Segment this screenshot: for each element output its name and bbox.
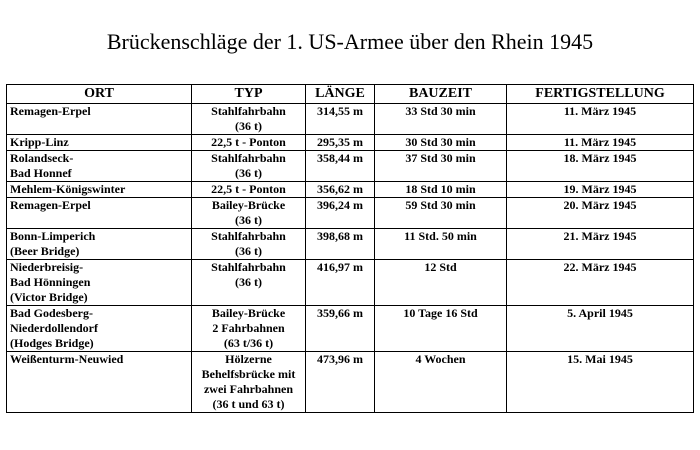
cell-ort xyxy=(7,306,192,352)
cell-typ-line: Stahlfahrbahn xyxy=(211,104,286,118)
cell-typ-line: (36 t und 63 t) xyxy=(212,397,285,411)
cell-ort xyxy=(7,229,192,260)
cell-typ-line: 22,5 t - Ponton xyxy=(211,135,286,149)
cell-laenge: 358,44 m xyxy=(306,151,375,182)
cell-ort xyxy=(7,352,192,413)
cell-fertigstellung: 21. März 1945 xyxy=(507,229,694,260)
cell-ort-line: Bad Hönningen xyxy=(10,275,91,289)
cell-fertigstellung: 22. März 1945 xyxy=(507,260,694,306)
bridges-table xyxy=(6,84,694,413)
page-title: Brückenschläge der 1. US-Armee über den Rhein 1945 xyxy=(106,29,594,54)
cell-bauzeit: 33 Std 30 min xyxy=(375,104,507,135)
table-row xyxy=(7,260,694,306)
table-row xyxy=(7,182,694,198)
cell-typ xyxy=(192,352,306,413)
cell-typ-line: (36 t) xyxy=(235,275,262,289)
cell-typ-line: (36 t) xyxy=(235,213,262,227)
cell-fertigstellung: 11. März 1945 xyxy=(507,104,694,135)
cell-bauzeit: 11 Std. 50 min xyxy=(375,229,507,260)
cell-laenge: 398,68 m xyxy=(306,229,375,260)
cell-typ xyxy=(192,104,306,135)
table-row xyxy=(7,151,694,182)
cell-fertigstellung: 18. März 1945 xyxy=(507,151,694,182)
cell-ort-line: Niederbreisig- xyxy=(10,260,84,274)
cell-typ-line: Behelfsbrücke mit xyxy=(201,367,296,381)
cell-typ xyxy=(192,198,306,229)
cell-typ-line: Bailey-Brücke xyxy=(211,198,286,212)
cell-typ-line: Stahlfahrbahn xyxy=(211,229,286,243)
cell-ort-line: Mehlem-Königswinter xyxy=(10,182,126,196)
cell-bauzeit: 4 Wochen xyxy=(375,352,507,413)
header-bauzeit: BAUZEIT xyxy=(375,85,507,104)
cell-bauzeit: 59 Std 30 min xyxy=(375,198,507,229)
cell-typ xyxy=(192,306,306,352)
cell-typ xyxy=(192,151,306,182)
cell-fertigstellung: 19. März 1945 xyxy=(507,182,694,198)
table-row xyxy=(7,135,694,151)
table-row xyxy=(7,229,694,260)
cell-typ-line: Bailey-Brücke xyxy=(211,306,286,320)
cell-laenge: 473,96 m xyxy=(306,352,375,413)
header-laenge: LÄNGE xyxy=(306,85,375,104)
table-row xyxy=(7,198,694,229)
cell-ort xyxy=(7,104,192,135)
cell-typ-line: Stahlfahrbahn xyxy=(211,260,286,274)
cell-ort-line: Kripp-Linz xyxy=(10,135,69,149)
header-row xyxy=(7,85,694,104)
cell-typ-line: (63 t/36 t) xyxy=(223,336,274,350)
header-fertigstellung: FERTIGSTELLUNG xyxy=(507,85,694,104)
cell-ort-line: Weißenturm-Neuwied xyxy=(10,352,124,366)
cell-typ-line: (36 t) xyxy=(235,119,262,133)
cell-fertigstellung: 20. März 1945 xyxy=(507,198,694,229)
cell-typ-line: zwei Fahrbahnen xyxy=(203,382,293,396)
cell-laenge: 314,55 m xyxy=(306,104,375,135)
cell-ort-line: Remagen-Erpel xyxy=(10,198,91,212)
cell-bauzeit: 37 Std 30 min xyxy=(375,151,507,182)
header-typ: TYP xyxy=(192,85,306,104)
cell-ort-line: Remagen-Erpel xyxy=(10,104,91,118)
cell-ort xyxy=(7,260,192,306)
cell-fertigstellung: 5. April 1945 xyxy=(507,306,694,352)
cell-typ xyxy=(192,229,306,260)
table-row xyxy=(7,306,694,352)
cell-ort-line: Rolandseck- xyxy=(10,151,74,165)
cell-typ-line: 22,5 t - Ponton xyxy=(211,182,286,196)
cell-bauzeit: 30 Std 30 min xyxy=(375,135,507,151)
header-ort: ORT xyxy=(7,85,192,104)
table-row xyxy=(7,352,694,413)
cell-typ-line: (36 t) xyxy=(235,166,262,180)
cell-ort-line: Bonn-Limperich xyxy=(10,229,96,243)
cell-ort-line: (Victor Bridge) xyxy=(10,290,88,304)
cell-ort xyxy=(7,182,192,198)
cell-bauzeit: 18 Std 10 min xyxy=(375,182,507,198)
cell-typ xyxy=(192,135,306,151)
cell-typ-line: Hölzerne xyxy=(225,352,272,366)
cell-fertigstellung: 11. März 1945 xyxy=(507,135,694,151)
cell-ort-line: (Hodges Bridge) xyxy=(10,336,94,350)
table-row xyxy=(7,104,694,135)
cell-ort xyxy=(7,151,192,182)
cell-laenge: 396,24 m xyxy=(306,198,375,229)
cell-typ-line: (36 t) xyxy=(235,244,262,258)
cell-laenge: 359,66 m xyxy=(306,306,375,352)
cell-ort-line: Niederdollendorf xyxy=(10,321,98,335)
cell-typ-line: 2 Fahrbahnen xyxy=(212,321,285,335)
cell-laenge: 416,97 m xyxy=(306,260,375,306)
cell-typ xyxy=(192,182,306,198)
cell-ort-line: (Beer Bridge) xyxy=(10,244,80,258)
cell-ort-line: Bad Honnef xyxy=(10,166,72,180)
cell-bauzeit: 10 Tage 16 Std xyxy=(375,306,507,352)
cell-bauzeit: 12 Std xyxy=(375,260,507,306)
cell-typ xyxy=(192,260,306,306)
cell-laenge: 295,35 m xyxy=(306,135,375,151)
cell-typ-line: Stahlfahrbahn xyxy=(211,151,286,165)
cell-ort-line: Bad Godesberg- xyxy=(10,306,94,320)
cell-ort xyxy=(7,198,192,229)
cell-laenge: 356,62 m xyxy=(306,182,375,198)
cell-fertigstellung: 15. Mai 1945 xyxy=(507,352,694,413)
cell-ort xyxy=(7,135,192,151)
